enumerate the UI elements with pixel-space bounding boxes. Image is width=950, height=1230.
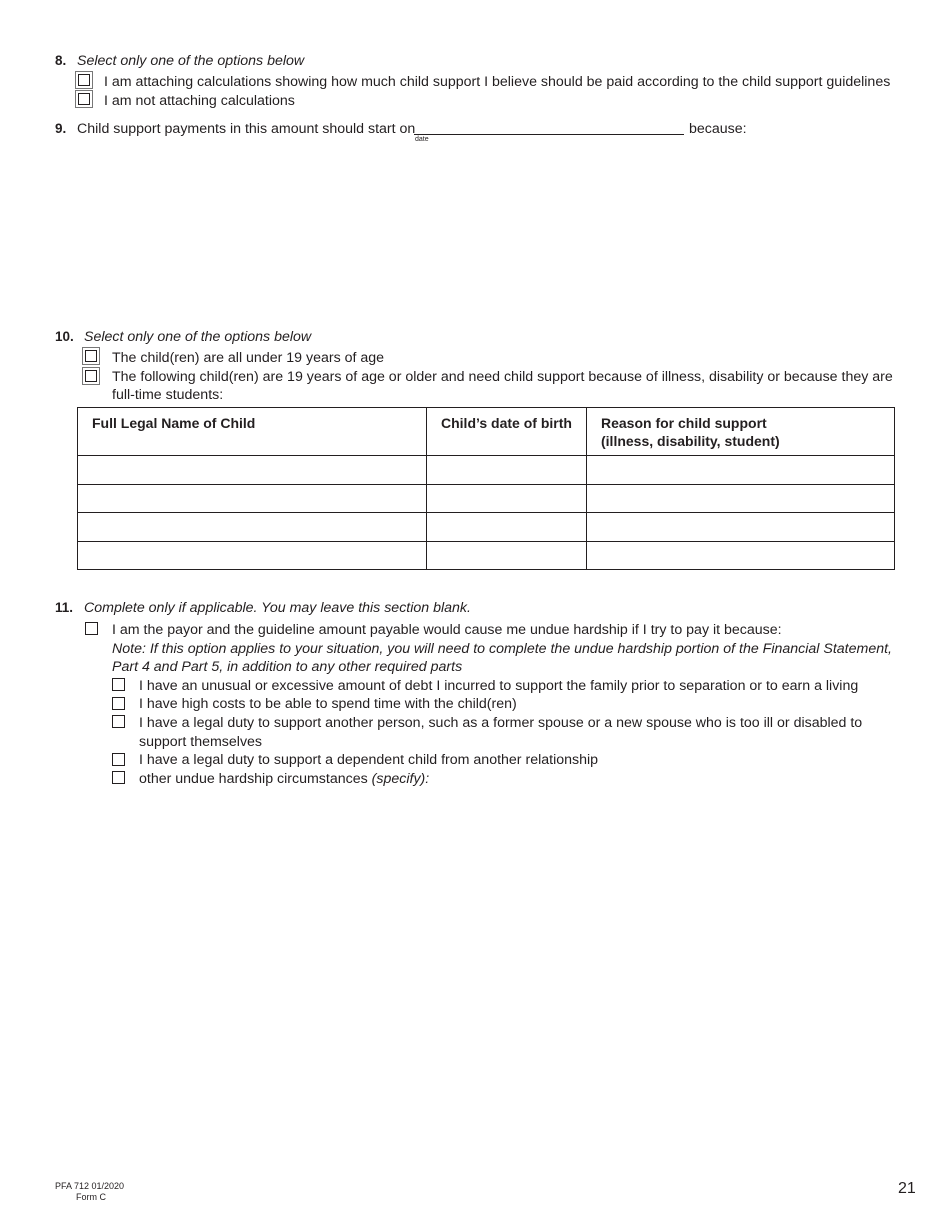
child-dob-cell[interactable] xyxy=(427,541,587,570)
q9-because: because: xyxy=(689,121,747,137)
table-row xyxy=(78,513,895,542)
hardship-dependent-child-checkbox[interactable] xyxy=(112,753,125,766)
header-full-legal-name: Full Legal Name of Child xyxy=(78,408,427,456)
q8-option-not-attaching-label: I am not attaching calculations xyxy=(104,93,295,109)
child-name-cell[interactable] xyxy=(78,456,427,485)
hardship-debt-checkbox[interactable] xyxy=(112,678,125,691)
child-reason-cell[interactable] xyxy=(587,541,895,570)
child-dob-cell[interactable] xyxy=(427,484,587,513)
q8-option-attaching-label: I am attaching calculations showing how much child support I believe should be paid according to the child support guidelines xyxy=(104,74,891,90)
header-reason-line1: Reason for child support xyxy=(601,415,767,431)
q10-option-under-19-checkbox[interactable] xyxy=(85,350,97,362)
child-reason-cell[interactable] xyxy=(587,456,895,485)
child-name-cell[interactable] xyxy=(78,484,427,513)
q11-instruction: Complete only if applicable. You may leave this section blank. xyxy=(84,600,471,616)
child-name-cell[interactable] xyxy=(78,541,427,570)
hardship-debt-label: I have an unusual or excessive amount of debt I incurred to support the family prior to separation or to earn a living xyxy=(139,678,859,694)
start-date-field-label: date xyxy=(415,136,429,143)
footer-form-id: PFA 712 01/2020 xyxy=(55,1181,125,1191)
children-table xyxy=(77,407,895,570)
hardship-access-costs-label: I have high costs to be able to spend time with the child(ren) xyxy=(139,696,517,712)
q8-option-attaching-checkbox[interactable] xyxy=(78,74,90,86)
hardship-other-label xyxy=(139,770,429,788)
hardship-dependent-child-label: I have a legal duty to support a dependent child from another relationship xyxy=(139,752,599,768)
table-row xyxy=(78,456,895,485)
header-reason xyxy=(587,408,895,456)
q9-text: Child support payments in this amount should start on xyxy=(77,121,416,137)
q9-number: 9. xyxy=(55,121,67,136)
header-date-of-birth: Child’s date of birth xyxy=(427,408,587,456)
hardship-other-checkbox[interactable] xyxy=(112,771,125,784)
child-dob-cell[interactable] xyxy=(427,456,587,485)
child-name-cell[interactable] xyxy=(78,513,427,542)
q10-option-over-19-label: The following child(ren) are 19 years of age or older and need child support because of illness, disability or because they are xyxy=(112,369,893,385)
children-table-header xyxy=(78,408,895,456)
q8-option-not-attaching-checkbox[interactable] xyxy=(78,93,90,105)
child-dob-cell[interactable] xyxy=(427,513,587,542)
q11-note-line1: Note: If this option applies to your situation, you will need to complete the undue hardship portion of the Financial Statement, xyxy=(112,641,892,657)
q11-note-line2: Part 4 and Part 5, in addition to any other required parts xyxy=(112,659,463,675)
q10-instruction: Select only one of the options below xyxy=(84,329,312,345)
q10-option-over-19-checkbox[interactable] xyxy=(85,370,97,382)
q10-option-under-19-label: The child(ren) are all under 19 years of age xyxy=(112,350,385,366)
q8-number: 8. xyxy=(55,53,67,68)
hardship-support-another-label: I have a legal duty to support another person, such as a former spouse or a new spouse who is too ill or disabled to xyxy=(139,715,863,731)
q8-instruction: Select only one of the options below xyxy=(77,53,305,69)
hardship-access-costs-checkbox[interactable] xyxy=(112,697,125,710)
hardship-support-another-checkbox[interactable] xyxy=(112,715,125,728)
start-date-field[interactable] xyxy=(414,134,684,135)
q11-undue-hardship-label: I am the payor and the guideline amount payable would cause me undue hardship if I try to pay it because: xyxy=(112,622,782,638)
table-row xyxy=(78,541,895,570)
q11-undue-hardship-checkbox[interactable] xyxy=(85,622,98,635)
page-number: 21 xyxy=(898,1180,916,1197)
q11-number: 11. xyxy=(55,600,74,615)
hardship-support-another-label-cont: support themselves xyxy=(139,734,263,750)
table-row xyxy=(78,484,895,513)
q10-number: 10. xyxy=(55,329,74,344)
hardship-other-text: other undue hardship circumstances xyxy=(139,771,368,787)
footer-form-name: Form C xyxy=(76,1192,106,1202)
q10-option-over-19-label-cont: full-time students: xyxy=(112,387,224,403)
child-reason-cell[interactable] xyxy=(587,513,895,542)
child-reason-cell[interactable] xyxy=(587,484,895,513)
hardship-other-specify: (specify): xyxy=(371,771,430,787)
header-reason-line2: (illness, disability, student) xyxy=(601,433,780,449)
